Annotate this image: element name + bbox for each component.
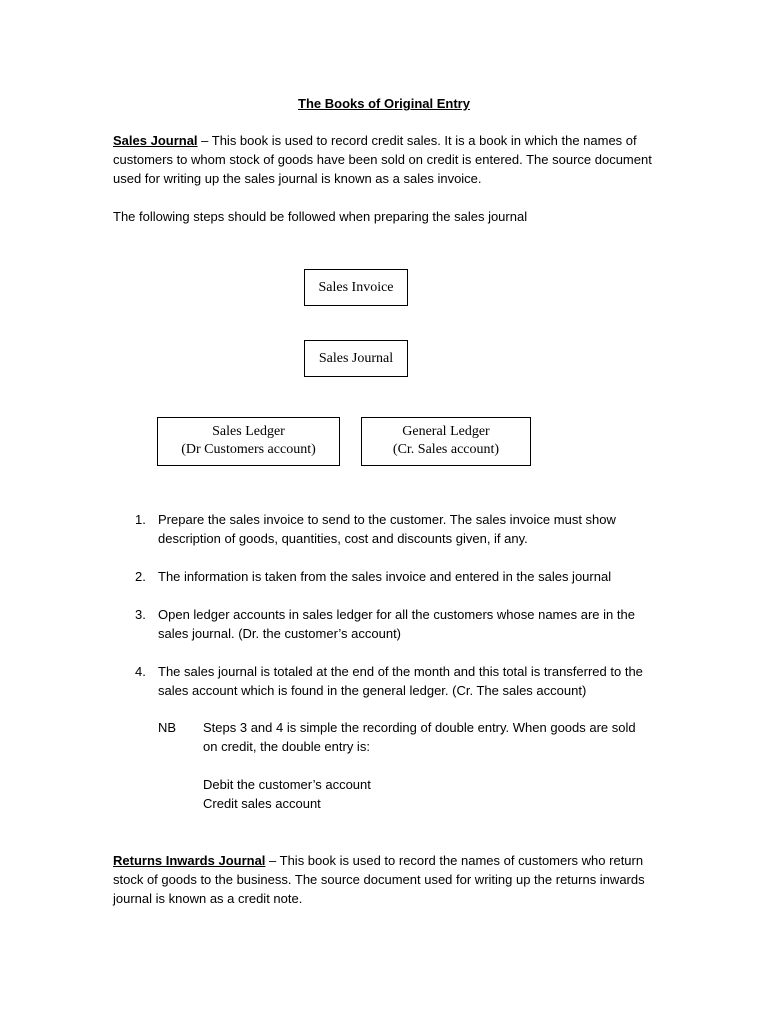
sales-ledger-subtitle: (Dr Customers account) [181, 442, 316, 457]
step-number: 1. [135, 512, 146, 527]
sales-ledger-box [157, 417, 340, 466]
sales-journal-term: Sales Journal [113, 133, 198, 148]
step-number: 4. [135, 664, 146, 679]
sales-journal-paragraph [113, 131, 658, 188]
sales-invoice-box [304, 269, 408, 306]
nb-credit-entry: Credit sales account [203, 796, 321, 811]
steps-list [135, 510, 655, 719]
sales-ledger-title: Sales Ledger [212, 424, 285, 439]
nb-debit-entry: Debit the customer’s account [203, 777, 371, 792]
nb-label: NB [158, 720, 177, 735]
list-item [135, 567, 655, 586]
step-number: 3. [135, 607, 146, 622]
sales-journal-box [304, 340, 408, 377]
step-text: Prepare the sales invoice to send to the customer. The sales invoice must show description of goods, quantities, cost and discounts given, if any. [158, 512, 616, 546]
general-ledger-box [361, 417, 531, 466]
general-ledger-title: General Ledger [402, 424, 490, 439]
sales-journal-box-label: Sales Journal [318, 350, 394, 366]
nb-text: Steps 3 and 4 is simple the recording of double entry. When goods are sold on credit, the double entry is: [203, 720, 636, 754]
list-item [135, 510, 655, 548]
returns-inwards-paragraph [113, 851, 658, 908]
step-text: The sales journal is totaled at the end of the month and this total is transferred to the sales account which is found in the general ledger. (Cr. The sales account) [158, 664, 643, 698]
steps-intro: The following steps should be followed when preparing the sales journal [113, 209, 528, 224]
step-text: Open ledger accounts in sales ledger for all the customers whose names are in the sales journal. (Dr. the customer’s account) [158, 607, 635, 641]
list-item [135, 605, 655, 643]
step-number: 2. [135, 569, 146, 584]
sales-invoice-label: Sales Invoice [318, 279, 394, 295]
list-item [135, 662, 655, 700]
sales-journal-definition: – This book is used to record credit sales. It is a book in which the names of customers to whom stock of goods have been sold on credit is entered. The source document used for writing up the sales journal is known as a sales invoice. [113, 133, 652, 186]
general-ledger-subtitle: (Cr. Sales account) [392, 442, 500, 457]
page-title: The Books of Original Entry [298, 96, 470, 111]
step-text: The information is taken from the sales invoice and entered in the sales journal [158, 569, 612, 584]
returns-inwards-term: Returns Inwards Journal [113, 853, 266, 868]
returns-inwards-definition: – This book is used to record the names of customers who return stock of goods to the business. The source document used for writing up the returns inwards journal is known as a credit note. [113, 853, 645, 906]
